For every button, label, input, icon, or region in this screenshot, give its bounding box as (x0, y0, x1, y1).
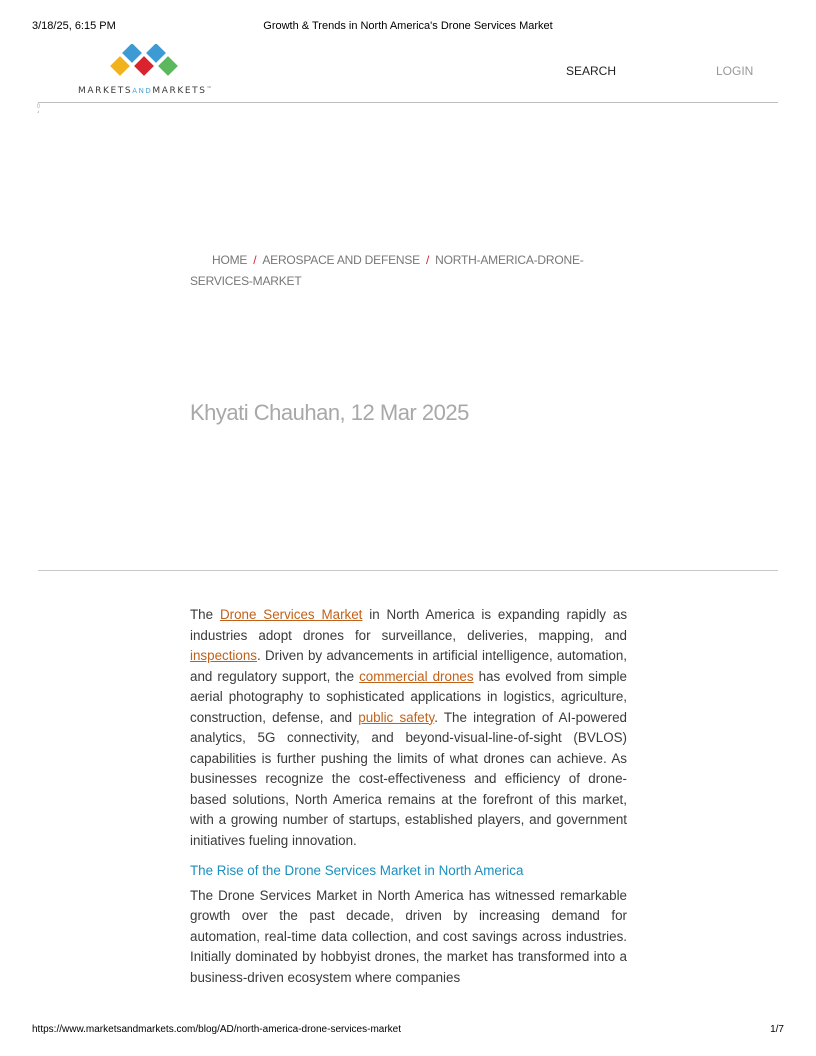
login-link[interactable]: LOGIN (716, 64, 754, 78)
logo-trademark: ™ (206, 86, 214, 92)
print-page-title: Growth & Trends in North America's Drone Services Market (263, 20, 553, 32)
breadcrumb-home[interactable]: HOME (212, 253, 248, 267)
commercial-drones-link[interactable]: commercial drones (359, 668, 474, 684)
breadcrumb-separator: / (253, 253, 257, 267)
text: in North America is expanding rapidly as industries adopt drones for surveillance, deliveries, mapping, and (190, 607, 628, 643)
drone-services-market-link[interactable]: Drone Services Market (219, 607, 363, 622)
breadcrumb-separator: / (425, 253, 430, 267)
header-divider (38, 102, 778, 103)
broken-image-icon: ▯ ⌟ (37, 103, 40, 114)
text: . The integration of AI-powered analytics, 5G connectivity, and beyond-visual-line-of-sight (BVLOS) capabilities is further pushing the limits of what drones can achieve. As businesses recognize the cost-effectiveness and efficiency of drone-based solutions, North America remains at the forefront of this market, with a growing number of startups, established players, and government initiatives fueling innovation. (190, 709, 627, 848)
text: . Driven by advancements in artificial intelligence, automation, and regulatory support, the (190, 648, 627, 684)
search-link[interactable]: SEARCH (566, 64, 617, 78)
logo-diamonds-icon (110, 44, 190, 84)
print-datetime: 3/18/25, 6:15 PM (32, 20, 116, 32)
section-divider (38, 570, 778, 571)
print-url: https://www.marketsandmarkets.com/blog/AD/north-america-drone-services-market (32, 1024, 402, 1035)
text: has evolved from simple aerial photography to sophisticated applications in logistics, agriculture, construction, defense, and (190, 668, 627, 725)
logo-text-left: MARKETS (78, 86, 133, 96)
author-date: Khyati Chauhan, 12 Mar 2025 (190, 400, 469, 425)
intro-paragraph (190, 605, 627, 851)
breadcrumb-category[interactable]: AEROSPACE AND DEFENSE (262, 253, 420, 267)
body-paragraph: The Drone Services Market in North America has witnessed remarkable growth over the past decade, driven by increasing demand for automation, real-time data collection, and cost savings across industries. Initially dominated by hobbyist drones, the market has transformed into a business-driven ecosystem where companies (190, 887, 627, 985)
logo-wordmark (78, 86, 213, 96)
breadcrumb-current: NORTH-AMERICA-DRONE-SERVICES-MARKET (190, 253, 584, 288)
section-heading: The Rise of the Drone Services Market in North America (190, 863, 524, 878)
site-logo[interactable] (78, 44, 228, 100)
inspections-link[interactable]: inspections (190, 648, 257, 663)
print-page-number: 1/7 (770, 1024, 784, 1035)
article-body (190, 605, 627, 988)
text: The (190, 607, 220, 622)
logo-text-right: MARKETS (152, 86, 207, 96)
breadcrumb (190, 250, 610, 292)
logo-text-and: AND (132, 87, 153, 95)
public-safety-link[interactable]: public safety (358, 709, 435, 725)
